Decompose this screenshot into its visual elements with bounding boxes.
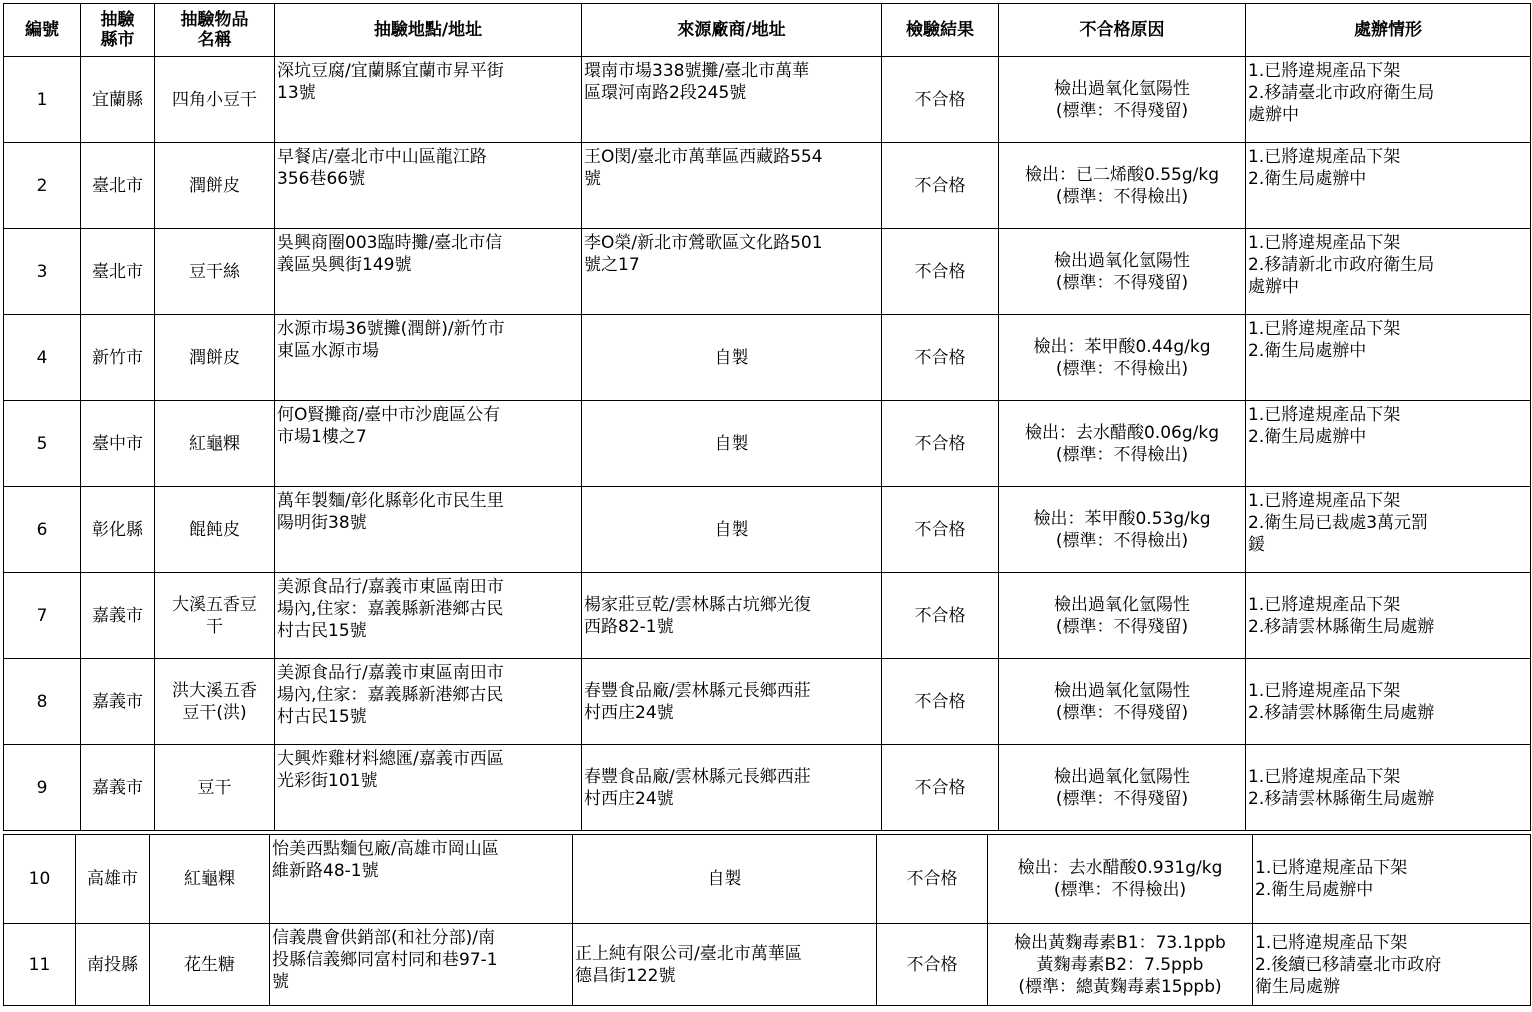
- cell-result: 不合格: [882, 229, 999, 315]
- cell-county: 彰化縣: [81, 487, 155, 573]
- cell-county: 嘉義市: [81, 659, 155, 745]
- cell-number: 9: [4, 745, 81, 831]
- header-action: 處辦情形: [1246, 4, 1531, 57]
- cell-action: 1.已將違規產品下架 2.移請雲林縣衛生局處辦: [1246, 745, 1531, 831]
- cell-source: 自製: [582, 487, 882, 573]
- cell-item: 花生糖: [150, 924, 270, 1006]
- header-place: 抽驗地點/地址: [275, 4, 582, 57]
- cell-result: 不合格: [882, 401, 999, 487]
- cell-reason: 檢出：去水醋酸0.931g/kg (標準：不得檢出): [988, 835, 1253, 924]
- cell-number: 8: [4, 659, 81, 745]
- cell-action: 1.已將違規產品下架 2.移請新北市政府衛生局 處辦中: [1246, 229, 1531, 315]
- cell-item: 餛飩皮: [155, 487, 275, 573]
- cell-number: 3: [4, 229, 81, 315]
- cell-reason: 檢出過氧化氫陽性 (標準：不得殘留): [999, 659, 1246, 745]
- cell-number: 4: [4, 315, 81, 401]
- header-item: 抽驗物品 名稱: [155, 4, 275, 57]
- inspection-table-continued: [3, 834, 1531, 1006]
- cell-place: 大興炸雞材料總匯/嘉義市西區 光彩街101號: [275, 745, 582, 831]
- cell-result: 不合格: [882, 315, 999, 401]
- cell-reason: 檢出：已二烯酸0.55g/kg (標準：不得檢出): [999, 143, 1246, 229]
- cell-reason: 檢出過氧化氫陽性 (標準：不得殘留): [999, 573, 1246, 659]
- cell-item: 潤餅皮: [155, 315, 275, 401]
- cell-source: 春豐食品廠/雲林縣元長鄉西莊 村西庄24號: [582, 659, 882, 745]
- cell-number: 1: [4, 57, 81, 143]
- cell-item: 潤餅皮: [155, 143, 275, 229]
- cell-reason: 檢出：苯甲酸0.44g/kg (標準：不得檢出): [999, 315, 1246, 401]
- cell-number: 7: [4, 573, 81, 659]
- cell-item: 豆干絲: [155, 229, 275, 315]
- cell-county: 宜蘭縣: [81, 57, 155, 143]
- cell-county: 新竹市: [81, 315, 155, 401]
- cell-source: 自製: [582, 315, 882, 401]
- cell-reason: 檢出過氧化氫陽性 (標準：不得殘留): [999, 745, 1246, 831]
- header-number: 編號: [4, 4, 81, 57]
- cell-action: 1.已將違規產品下架 2.衛生局處辦中: [1253, 835, 1531, 924]
- cell-item: 四角小豆干: [155, 57, 275, 143]
- cell-number: 10: [4, 835, 76, 924]
- cell-source: 自製: [573, 835, 877, 924]
- cell-result: 不合格: [882, 659, 999, 745]
- cell-reason: 檢出：苯甲酸0.53g/kg (標準：不得檢出): [999, 487, 1246, 573]
- cell-county: 嘉義市: [81, 573, 155, 659]
- cell-place: 萬年製麵/彰化縣彰化市民生里 陽明街38號: [275, 487, 582, 573]
- cell-source: 正上純有限公司/臺北市萬華區 德昌街122號: [573, 924, 877, 1006]
- cell-county: 臺北市: [81, 229, 155, 315]
- table-row: [4, 659, 1531, 745]
- header-county: 抽驗 縣市: [81, 4, 155, 57]
- cell-place: 吳興商圈003臨時攤/臺北市信 義區吳興街149號: [275, 229, 582, 315]
- cell-reason: 檢出黃麴毒素B1：73.1ppb 黃麴毒素B2：7.5ppb (標準：總黃麴毒素15ppb): [988, 924, 1253, 1006]
- cell-county: 臺北市: [81, 143, 155, 229]
- cell-result: 不合格: [882, 57, 999, 143]
- cell-item: 洪大溪五香 豆干(洪): [155, 659, 275, 745]
- table-row: [4, 745, 1531, 831]
- cell-number: 11: [4, 924, 76, 1006]
- cell-place: 水源市場36號攤(潤餅)/新竹市 東區水源市場: [275, 315, 582, 401]
- cell-place: 美源食品行/嘉義市東區南田市 場內,住家：嘉義縣新港鄉古民 村古民15號: [275, 573, 582, 659]
- cell-source: 環南市場338號攤/臺北市萬華 區環河南路2段245號: [582, 57, 882, 143]
- cell-action: 1.已將違規產品下架 2.移請臺北市政府衛生局 處辦中: [1246, 57, 1531, 143]
- table-row: [4, 57, 1531, 143]
- cell-item: 大溪五香豆 干: [155, 573, 275, 659]
- cell-result: 不合格: [882, 573, 999, 659]
- cell-number: 6: [4, 487, 81, 573]
- table-row: [4, 924, 1531, 1006]
- table-row: [4, 487, 1531, 573]
- table-row: [4, 401, 1531, 487]
- cell-action: 1.已將違規產品下架 2.後續已移請臺北市政府 衛生局處辦: [1253, 924, 1531, 1006]
- header-reason: 不合格原因: [999, 4, 1246, 57]
- table-row: [4, 573, 1531, 659]
- cell-place: 何O賢攤商/臺中市沙鹿區公有 市場1樓之7: [275, 401, 582, 487]
- cell-result: 不合格: [877, 924, 988, 1006]
- cell-action: 1.已將違規產品下架 2.衛生局處辦中: [1246, 315, 1531, 401]
- cell-county: 臺中市: [81, 401, 155, 487]
- cell-county: 南投縣: [76, 924, 150, 1006]
- cell-number: 5: [4, 401, 81, 487]
- cell-place: 美源食品行/嘉義市東區南田市 場內,住家：嘉義縣新港鄉古民 村古民15號: [275, 659, 582, 745]
- table-row: [4, 229, 1531, 315]
- cell-source: 春豐食品廠/雲林縣元長鄉西莊 村西庄24號: [582, 745, 882, 831]
- cell-county: 嘉義市: [81, 745, 155, 831]
- cell-result: 不合格: [882, 745, 999, 831]
- cell-place: 怡美西點麵包廠/高雄市岡山區 維新路48-1號: [270, 835, 573, 924]
- cell-reason: 檢出過氧化氫陽性 (標準：不得殘留): [999, 57, 1246, 143]
- cell-reason: 檢出：去水醋酸0.06g/kg (標準：不得檢出): [999, 401, 1246, 487]
- cell-county: 高雄市: [76, 835, 150, 924]
- cell-source: 楊家莊豆乾/雲林縣古坑鄉光復 西路82-1號: [582, 573, 882, 659]
- table-row: [4, 835, 1531, 924]
- cell-action: 1.已將違規產品下架 2.衛生局已裁處3萬元罰 鍰: [1246, 487, 1531, 573]
- cell-result: 不合格: [882, 487, 999, 573]
- inspection-table: [3, 3, 1531, 831]
- cell-item: 紅龜粿: [150, 835, 270, 924]
- cell-item: 紅龜粿: [155, 401, 275, 487]
- cell-action: 1.已將違規產品下架 2.移請雲林縣衛生局處辦: [1246, 659, 1531, 745]
- cell-reason: 檢出過氧化氫陽性 (標準：不得殘留): [999, 229, 1246, 315]
- header-source: 來源廠商/地址: [582, 4, 882, 57]
- header-result: 檢驗結果: [882, 4, 999, 57]
- table-row: [4, 143, 1531, 229]
- cell-result: 不合格: [877, 835, 988, 924]
- cell-item: 豆干: [155, 745, 275, 831]
- cell-action: 1.已將違規產品下架 2.移請雲林縣衛生局處辦: [1246, 573, 1531, 659]
- cell-result: 不合格: [882, 143, 999, 229]
- cell-number: 2: [4, 143, 81, 229]
- cell-place: 信義農會供銷部(和社分部)/南 投縣信義鄉同富村同和巷97-1 號: [270, 924, 573, 1006]
- header-row: [4, 4, 1531, 57]
- cell-source: 王O閔/臺北市萬華區西藏路554 號: [582, 143, 882, 229]
- cell-action: 1.已將違規產品下架 2.衛生局處辦中: [1246, 401, 1531, 487]
- cell-place: 深坑豆腐/宜蘭縣宜蘭市昇平街 13號: [275, 57, 582, 143]
- cell-source: 李O榮/新北市鶯歌區文化路501 號之17: [582, 229, 882, 315]
- cell-source: 自製: [582, 401, 882, 487]
- table-row: [4, 315, 1531, 401]
- cell-place: 早餐店/臺北市中山區龍江路 356巷66號: [275, 143, 582, 229]
- cell-action: 1.已將違規產品下架 2.衛生局處辦中: [1246, 143, 1531, 229]
